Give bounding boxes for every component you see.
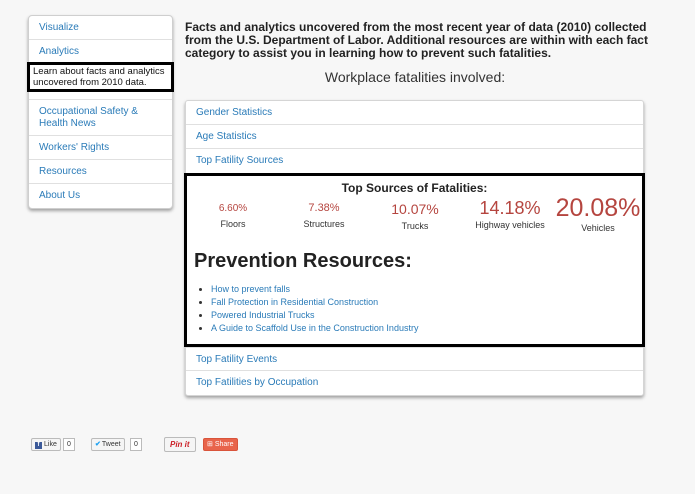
list-item <box>211 296 418 309</box>
list-item <box>211 283 418 296</box>
stat-percent: 6.60% <box>218 203 248 214</box>
stat-percent: 7.38% <box>308 202 340 214</box>
resource-link[interactable]: How to prevent falls <box>211 284 291 294</box>
tab-top-fatalities-occupation[interactable]: Top Fatilities by Occupation <box>196 377 319 388</box>
stat-percent: 10.07% <box>391 201 439 217</box>
facebook-like-button[interactable] <box>31 438 61 451</box>
sidebar-nav <box>28 15 173 209</box>
stat-trucks <box>375 197 455 231</box>
list-item <box>211 322 418 335</box>
panel-title: Top Sources of Fatalities: <box>341 181 488 195</box>
stat-floors <box>193 197 273 229</box>
stat-label: Trucks <box>401 221 429 231</box>
prevention-title: Prevention Resources: <box>194 250 412 272</box>
sidebar-item-about-us[interactable]: About Us <box>39 190 81 201</box>
tab-age-statistics[interactable]: Age Statistics <box>186 125 643 149</box>
facebook-icon: f <box>35 442 42 449</box>
sidebar-item-visualize[interactable]: Visualize <box>29 16 172 40</box>
stat-vehicles <box>551 194 645 233</box>
resource-link[interactable]: Fall Protection in Residential Construction <box>211 297 379 307</box>
sources-panel <box>184 173 645 347</box>
social-bar <box>0 438 695 452</box>
resource-link[interactable]: Powered Industrial Trucks <box>211 310 315 320</box>
pinterest-button[interactable] <box>164 437 196 452</box>
tweet-button[interactable] <box>91 438 125 451</box>
tweet-label: Tweet <box>101 441 121 448</box>
page-subtitle: Workplace fatalities involved: <box>324 69 506 85</box>
stat-highway-vehicles <box>467 197 553 230</box>
fatality-accordion <box>185 100 644 396</box>
like-count: 0 <box>63 438 75 451</box>
stat-label: Floors <box>220 219 246 229</box>
tab-top-fatality-events[interactable]: Top Fatility Events <box>186 347 643 371</box>
resource-list <box>211 283 418 335</box>
sidebar-item-workers-rights[interactable]: Workers' Rights <box>29 136 172 160</box>
tweet-count: 0 <box>130 438 142 451</box>
stat-percent: 20.08% <box>555 194 641 222</box>
twitter-icon: ✔ <box>95 441 101 448</box>
tab-gender-statistics[interactable]: Gender Statistics <box>186 101 643 125</box>
stat-label: Highway vehicles <box>475 220 545 230</box>
sidebar-item-news[interactable]: Occupational Safety & Health News <box>29 100 172 136</box>
stat-label: Structures <box>303 219 345 229</box>
sidebar-item-resources[interactable]: Resources <box>29 160 172 184</box>
stat-structures <box>284 197 364 229</box>
analytics-tooltip: Learn about facts and analytics uncovered from 2010 data. <box>27 62 174 92</box>
resource-link[interactable]: A Guide to Scaffold Use in the Construction Industry <box>211 323 419 333</box>
intro-text: Facts and analytics uncovered from the most recent year of data (2010) collected from the U.S. Department of Labor. Additional resources are within with each fact category to assist you in learning how to prevent such fatalities. <box>185 20 648 60</box>
stats-row <box>187 194 642 237</box>
pin-label: Pin it <box>170 440 190 449</box>
stat-label: Vehicles <box>581 223 615 233</box>
share-button[interactable] <box>203 438 238 451</box>
stat-percent: 14.18% <box>479 198 541 218</box>
list-item <box>211 309 418 322</box>
sidebar-item-analytics[interactable]: Analytics <box>29 40 172 64</box>
share-label: Share <box>214 441 234 448</box>
like-label: Like <box>44 441 57 448</box>
tab-top-fatality-sources[interactable]: Top Fatility Sources <box>196 155 284 166</box>
share-icon: ⊞ <box>207 441 215 448</box>
